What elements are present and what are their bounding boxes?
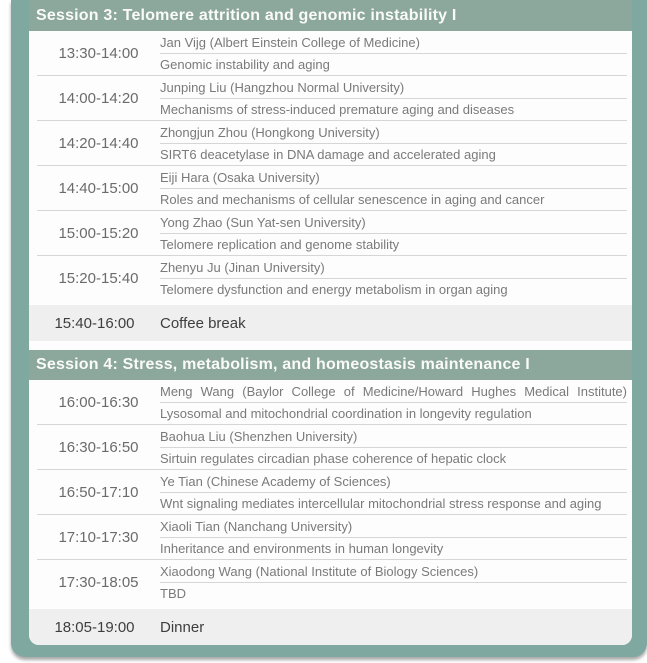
session-4-header [29, 350, 632, 380]
schedule-row [37, 559, 627, 604]
schedule-panel [29, 31, 632, 645]
schedule-row [37, 120, 627, 165]
talk-title: Lysosomal and mitochondrial coordination in longevity regulation [160, 406, 532, 421]
session-3-header [29, 0, 632, 31]
talk-title: Inheritance and environments in human longevity [160, 541, 444, 556]
talk-title: TBD [160, 586, 186, 601]
session-3-talks [37, 31, 627, 300]
talk-title: Mechanisms of stress-induced premature aging and diseases [160, 102, 515, 117]
session-4-title: Session 4: Stress, metabolism, and homeostasis maintenance I [36, 356, 530, 373]
speaker-name: Zhongjun Zhou (Hongkong University) [160, 121, 627, 144]
talk-details [160, 425, 627, 469]
time-slot: 16:30-16:50 [58, 438, 139, 456]
schedule-row [37, 31, 627, 75]
coffee-break-row [29, 305, 632, 341]
schedule-row [37, 380, 627, 424]
break-label: Coffee break [160, 314, 246, 332]
schedule-row [37, 75, 627, 120]
dinner-row [29, 609, 632, 645]
talk-details [160, 380, 627, 424]
speaker-name: Junping Liu (Hangzhou Normal University) [160, 76, 627, 99]
talk-details [160, 76, 627, 120]
time-slot: 14:00-14:20 [58, 89, 139, 107]
time-slot: 15:20-15:40 [58, 269, 139, 287]
schedule-row [37, 255, 627, 300]
speaker-name: Xiaodong Wang (National Institute of Biology Sciences) [160, 560, 627, 583]
talk-details [160, 515, 627, 559]
time-slot: 14:40-15:00 [58, 179, 139, 197]
time-slot: 16:50-17:10 [58, 483, 139, 501]
talk-details [160, 166, 627, 210]
time-slot: 17:10-17:30 [58, 528, 139, 546]
talk-title: Genomic instability and aging [160, 57, 330, 72]
time-slot: 14:20-14:40 [58, 134, 139, 152]
schedule-row [37, 210, 627, 255]
break-label: Dinner [160, 618, 205, 636]
session-3-title: Session 3: Telomere attrition and genomic instability I [36, 6, 457, 24]
speaker-name: Meng Wang (Baylor College of Medicine/Howard Hughes Medical Institute) [160, 380, 627, 403]
time-slot: 15:00-15:20 [58, 224, 139, 242]
speaker-name: Xiaoli Tian (Nanchang University) [160, 515, 627, 538]
talk-title: Sirtuin regulates circadian phase coherence of hepatic clock [160, 451, 507, 466]
speaker-name: Eiji Hara (Osaka University) [160, 166, 627, 189]
schedule-row [37, 469, 627, 514]
talk-details [160, 560, 627, 604]
talk-title: SIRT6 deacetylase in DNA damage and accelerated aging [160, 147, 496, 162]
speaker-name: Ye Tian (Chinese Academy of Sciences) [160, 470, 627, 493]
speaker-name: Jan Vijg (Albert Einstein College of Medicine) [160, 31, 627, 54]
talk-title: Telomere dysfunction and energy metabolism in organ aging [160, 282, 508, 297]
time-slot: 16:00-16:30 [58, 393, 139, 411]
time-slot: 18:05-19:00 [54, 618, 135, 636]
talk-details [160, 211, 627, 255]
schedule-row [37, 165, 627, 210]
time-slot: 17:30-18:05 [58, 573, 139, 591]
time-slot: 15:40-16:00 [54, 314, 135, 332]
talk-details [160, 256, 627, 300]
talk-title: Wnt signaling mediates intercellular mitochondrial stress response and aging [160, 496, 602, 511]
speaker-name: Yong Zhao (Sun Yat-sen University) [160, 211, 627, 234]
talk-title: Telomere replication and genome stability [160, 237, 400, 252]
speaker-name: Baohua Liu (Shenzhen University) [160, 425, 627, 448]
program-card [11, 0, 647, 657]
talk-title: Roles and mechanisms of cellular senescence in aging and cancer [160, 192, 545, 207]
talk-details [160, 470, 627, 514]
schedule-row [37, 514, 627, 559]
talk-details [160, 31, 627, 75]
talk-details [160, 121, 627, 165]
session-4-talks [37, 380, 627, 604]
schedule-row [37, 424, 627, 469]
speaker-name: Zhenyu Ju (Jinan University) [160, 256, 627, 279]
time-slot: 13:30-14:00 [58, 44, 139, 62]
